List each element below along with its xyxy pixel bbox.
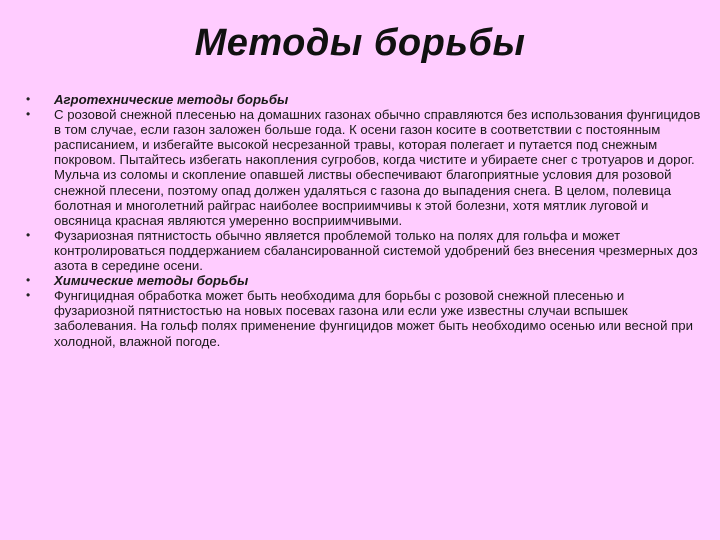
paragraph-pink-snow-mold: С розовой снежной плесенью на домашних газонах обычно справляются без использования фунгицидов в том случае, если газон заложен больше года. К осени газон косите в соответствии с постоянным расписанием, и избегайте высокой несрезанной травы, которая полегает и путается под снежным покровом. Пытайтесь избегать накопления сугробов, когда чистите и убираете снег с тротуаров и дорог. Мульча из соломы и скопление опавшей листвы обеспечивают благоприятные условия для розовой снежной плесени, поэтому опад должен удаляться с газона до выпадения снега. В целом, полевица болотная и многолетний райграс наиболее восприимчивы к этой болезни, хотя мятлик луговой и овсяница красная являются умеренно восприимчивыми.	[54, 107, 701, 228]
bullet-item-pink-snow-mold	[26, 107, 706, 228]
paragraph-fusarium: Фузариозная пятнистость обычно является проблемой только на полях для гольфа и может контролироваться поддержанием сбалансированной системой удобрений без внесения чрезмерных доз азота в середине осени.	[54, 227, 698, 274]
bullet-icon: •	[26, 227, 31, 242]
bullet-item-fungicide	[26, 288, 706, 348]
section-heading-agrotech: Агротехнические методы борьбы	[54, 92, 289, 107]
bullet-icon: •	[26, 107, 31, 122]
bullet-item-fusarium	[26, 228, 706, 273]
section-heading-chemical: Химические методы борьбы	[54, 273, 249, 289]
bullet-icon: •	[26, 288, 31, 303]
bullet-item-agrotech-heading	[26, 92, 706, 107]
bullet-icon: •	[26, 273, 31, 288]
bullet-icon: •	[26, 92, 31, 106]
bullet-list	[26, 92, 706, 349]
bullet-item-chemical-heading	[26, 273, 706, 288]
paragraph-fungicide: Фунгицидная обработка может быть необходима для борьбы с розовой снежной плесенью и фузариозной пятнистостью на новых посевах газона или если уже известны случаи вспышек заболевания. На гольф полях применение фунгицидов может быть необходимо осенью или весной при холодной, влажной погоде.	[54, 288, 693, 349]
slide-title: Методы борьбы	[194, 22, 526, 64]
